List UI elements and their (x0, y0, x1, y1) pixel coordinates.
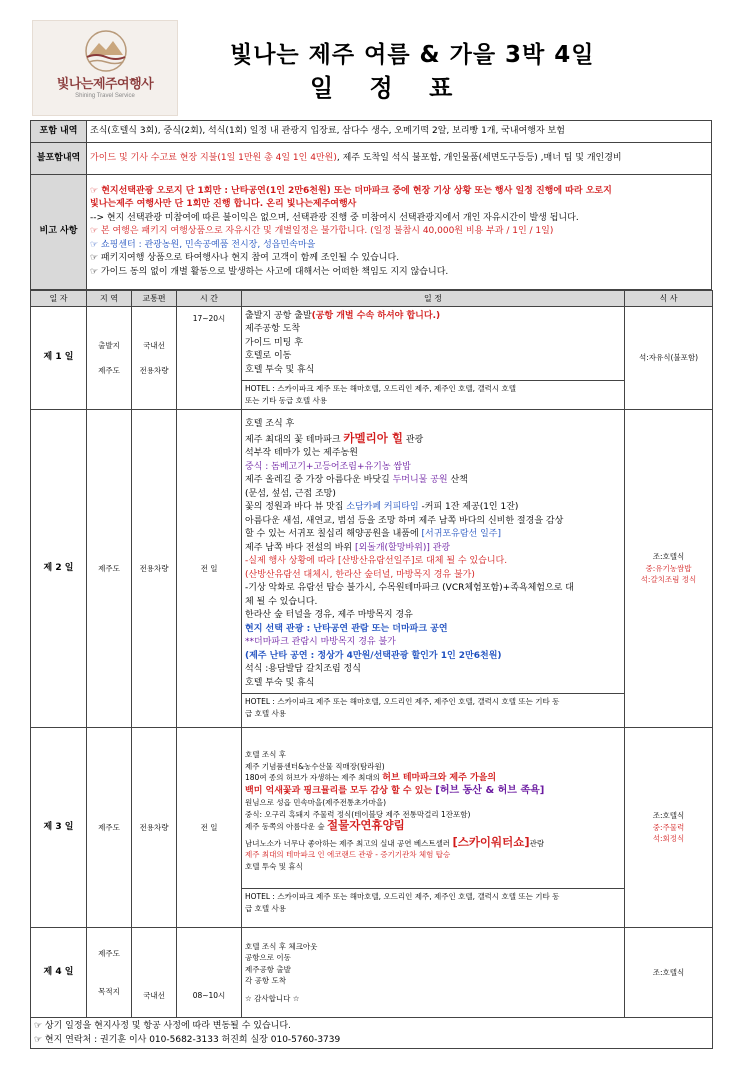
meal-text: 중:주물럭 (652, 822, 685, 832)
header-day: 일 자 (31, 291, 87, 307)
day4-row (31, 928, 713, 1018)
schedule-highlight: [산방산유람선일주] (337, 556, 415, 566)
day3-time: 전 일 (177, 728, 242, 928)
schedule-line: ☆ 감사합니다 ☆ (245, 993, 300, 1003)
document-subtitle: 일 정 표 (310, 74, 467, 102)
schedule-text: 제주 동쪽의 아름다운 숲 (245, 822, 327, 831)
include-row (31, 121, 712, 143)
schedule-line: 제주 기념품센터&농수산물 직매장(탐라원) (245, 761, 385, 771)
day3-label: 제 3 일 (31, 728, 87, 928)
schedule-highlight: 두머니물 공원 (392, 475, 448, 485)
day4-label: 제 4 일 (31, 928, 87, 1018)
header-transport: 교통편 (132, 291, 177, 307)
region-text: 제주도 (98, 366, 120, 375)
logo-name: 빛나는제주여행사 (56, 77, 154, 92)
schedule-line: 호텔 조식 후 (245, 419, 295, 429)
day2-label: 제 2 일 (31, 410, 87, 728)
schedule-line (245, 772, 621, 785)
itinerary-document (30, 20, 712, 1049)
schedule-text: 180여 종의 허브가 자생하는 제주 최대의 (245, 773, 383, 782)
schedule-line: 석식 :용담발담 갈치조림 정식 (245, 664, 361, 674)
schedule-line: 제주공항 출발 (245, 964, 291, 974)
day4-transport: 국내선 (132, 928, 177, 1018)
schedule-text: 꽃의 정원과 바다 뷰 맛집 (245, 502, 347, 512)
schedule-highlight: [스카이워터쇼] (452, 834, 530, 849)
transport-text: 국내선 (143, 340, 165, 350)
schedule-text: -커피 1잔 제공(1인 1잔) (418, 502, 519, 512)
day2-schedule (242, 410, 625, 728)
schedule-text: 할 수 있는 서귀포 칠십리 해양공원을 내품에 (245, 529, 422, 539)
day1-transport (132, 307, 177, 410)
schedule-line: 호텔 투숙 및 휴식 (245, 364, 315, 375)
day2-row (31, 410, 713, 728)
footer-line: ☞ 현지 연락처 : 권기훈 이사 010-5682-3133 허진희 실장 010-5760-3739 (34, 1035, 341, 1045)
schedule-line: 중식: 오구리 흑돼지 주물럭 정식(테이블당 제주 전통막걸리 1잔포함) (245, 809, 471, 819)
schedule-line: 각 공항 도착 (245, 976, 286, 986)
note-line: ☞ 현지선택관광 오로지 단 1회만 : 난타공연(1인 2만6천원) 또는 더마파크 중에 현장 기상 상황 또는 행사 일정 진행에 따라 오로지 (90, 185, 612, 196)
day4-meal: 조:호텔식 (625, 928, 713, 1018)
day1-schedule (242, 307, 625, 410)
hotel-text: 급 호텔 사용 (245, 903, 286, 913)
schedule-highlight: [외돌개(할망바위)] 관광 (354, 542, 451, 553)
day3-schedule (242, 728, 625, 928)
company-logo (32, 20, 178, 116)
schedule-line (245, 785, 621, 798)
note-line: 빛나는제주 여행사만 단 1회만 진행 합니다. 온리 빛나는제주여행사 (90, 199, 357, 210)
day3-region: 제주도 (87, 728, 132, 928)
schedule-line (245, 528, 621, 542)
schedule-line: 호텔 조식 후 체크아웃 (245, 941, 318, 951)
day2-region: 제주도 (87, 410, 132, 728)
schedule-highlight: 절물자연휴양림 (327, 818, 405, 832)
schedule-highlight: 허브 테마파크와 제주 가을의 (382, 773, 497, 783)
schedule-line: -기상 악화로 유람선 탑승 불가시, 수목원테마파크 (VCR체험포함)+족욕체험으로 대 (245, 583, 574, 593)
schedule-line (245, 542, 621, 556)
header-region: 지 역 (87, 291, 132, 307)
schedule-line: 호텔로 이동 (245, 351, 292, 362)
note-label: 비고 사항 (31, 175, 87, 290)
hotel-text: HOTEL : 스카이파크 제주 또는 해마호텔, 오드리인 제주, 제주인 호텔, 갤럭시 호텔 (245, 384, 517, 394)
day1-time: 17~20시 (177, 307, 242, 410)
day1-label: 제 1 일 (31, 307, 87, 410)
mountain-wave-logo-icon (79, 29, 133, 73)
schedule-header-row (31, 291, 713, 307)
day4-schedule (242, 928, 625, 1018)
header-time: 시 간 (177, 291, 242, 307)
schedule-line: (제주 난타 공연 : 정상가 4만원/선택관광 할인가 1인 2만6천원) (245, 650, 502, 661)
day2-meal (625, 410, 713, 728)
day3-meal (625, 728, 713, 928)
schedule-table (30, 290, 713, 1049)
header-schedule: 일 정 (242, 291, 625, 307)
hotel-text: 급 호텔 사용 (245, 708, 286, 718)
schedule-text: 제주 올레길 중 가장 아름다운 바닷길 (245, 475, 393, 485)
schedule-highlight: 돔베고기+고등어조림+유기농 쌈밥 (271, 461, 411, 472)
header-meal: 식 사 (625, 291, 713, 307)
meal-text: 석:회정식 (652, 834, 685, 844)
schedule-highlight: 소담카페 커피타임 (346, 502, 419, 512)
schedule-text: 로 대체 될 수 있습니다. (414, 556, 508, 566)
schedule-line: (문섬, 섶섬, 근접 조망) (245, 488, 336, 499)
note-line: --> 현지 선택관광 미참여에 따른 불이익은 없으며, 선택관광 진행 중 미참여시 선택관광지에서 개인 자유시간이 발생 됩니다. (90, 212, 579, 223)
schedule-text: 관광 (402, 434, 424, 445)
schedule-highlight: [서귀포유람선 일주] (421, 529, 501, 539)
transport-text: 전용차량 (139, 366, 169, 375)
note-line: ☞ 가이드 동의 없이 개별 활동으로 발생하는 사고에 대해서는 어떠한 책임도 지지 않습니다. (90, 266, 449, 277)
schedule-line: 체 될 수 있습니다. (245, 596, 318, 607)
day2-time: 전 일 (177, 410, 242, 728)
footer-notes (31, 1018, 713, 1049)
schedule-line: 호텔 조식 후 (245, 750, 286, 759)
schedule-line: **더마파크 관람시 마방목지 경유 불가 (245, 637, 396, 647)
footer-row (31, 1018, 713, 1049)
day4-region (87, 928, 132, 1018)
exclude-text (87, 143, 712, 175)
schedule-text: 남녀노소가 너무나 좋아하는 제주 최고의 실내 공연 베스트셀러 (245, 838, 453, 848)
meal-text: 중:유기농쌈밥 (645, 563, 692, 573)
hotel-text: 또는 기타 동급 호텔 사용 (245, 395, 327, 405)
note-row (31, 175, 712, 290)
footer-line: ☞ 상기 일정을 현지사정 및 항공 사정에 따라 변동될 수 있습니다. (34, 1021, 291, 1031)
schedule-line: 한라산 숲 터널을 경유, 제주 마방목지 경유 (245, 610, 413, 620)
hotel-text: HOTEL : 스카이파크 제주 또는 해마호텔, 오드리인 제주, 제주인 호텔, 갤럭시 호텔 또는 기타 동 (245, 697, 560, 706)
exclude-label: 불포함내역 (31, 143, 87, 175)
exclude-row (31, 143, 712, 175)
schedule-line: 호텔 투숙 및 휴식 (245, 861, 303, 871)
schedule-line: 석부작 테마가 있는 제주농원 (245, 448, 358, 458)
schedule-line: 공항으로 이동 (245, 953, 291, 963)
schedule-text: 관람 (529, 838, 545, 848)
schedule-line: 가이드 미팅 후 (245, 337, 303, 348)
meal-text: 석:갈치조림 정식 (640, 575, 697, 585)
schedule-line: 아름다운 새섬, 새연교, 범섬 등을 조망 하며 제주 남쪽 바다의 신비한 절경을 감상 (245, 515, 564, 526)
schedule-line (245, 501, 621, 515)
schedule-line (245, 474, 621, 488)
day1-region (87, 307, 132, 410)
schedule-line (245, 834, 621, 850)
day3-hotel (242, 888, 624, 914)
schedule-highlight: [허브 동산 & 허브 족욕] (435, 784, 545, 796)
schedule-text: -실제 행사 상황에 따라 (245, 556, 338, 566)
schedule-text: 제주 남쪽 바다 전설의 바위 (245, 542, 355, 553)
meal-text: 조:호텔식 (652, 552, 685, 562)
day3-transport: 전용차량 (132, 728, 177, 928)
header (30, 20, 712, 120)
schedule-line: 제주공항 도착 (245, 324, 301, 335)
logo-subtitle: Shining Travel Service (75, 93, 135, 99)
schedule-highlight: 카멜리아 힐 (343, 430, 403, 445)
document-title: 빛나는 제주 여름 & 가을 3박 4일 (230, 42, 595, 68)
schedule-highlight: (공항 개별 수속 하셔야 합니다.) (311, 310, 441, 321)
include-label: 포함 내역 (31, 121, 87, 143)
schedule-text: 중식 : (245, 461, 272, 472)
day1-meal: 석:자유식(불포함) (625, 307, 713, 410)
schedule-line (245, 310, 621, 324)
schedule-text: 제주 최대의 꽃 테마파크 (245, 434, 344, 445)
schedule-line: 호텔 투숙 및 휴식 (245, 677, 315, 688)
note-line: ☞ 패키지여행 상품으로 타여행사나 현지 참여 고객이 함께 조인될 수 있습니다. (90, 253, 400, 264)
region-text: 제주도 (98, 949, 120, 958)
day3-row (31, 728, 713, 928)
exclude-rest-text: , 제주 도착일 석식 불포함, 개인물품(세면도구등등) ,매너 팁 및 개인경비 (336, 152, 622, 163)
notes (87, 175, 712, 290)
schedule-line: 원님으로 성읍 민속마을(제주전통초가마을) (245, 798, 387, 807)
schedule-text: 백미 억새꽃과 핑크뮬리를 모두 감상 할 수 있는 (245, 785, 436, 796)
schedule-line (245, 432, 621, 448)
meal-text: 조:호텔식 (652, 811, 685, 821)
schedule-line: 현지 선택 관광 : 난타공연 관람 또는 더마파크 공연 (245, 623, 448, 634)
day4-time: 08~10시 (177, 928, 242, 1018)
schedule-line: 제주 최대의 테마파크 인 에코랜드 관광 - 증기기관차 체험 탑승 (245, 850, 451, 859)
region-text: 출발지 (98, 340, 120, 350)
note-line: ☞ 본 여행은 패키지 여행상품으로 자유시간 및 개별일정은 불가합니다. (일정 불참시 40,000원 비용 부과 / 1인 / 1일) (90, 226, 554, 237)
day1-row (31, 307, 713, 410)
note-line: ☞ 쇼핑센터 : 관광농원, 민속공예품 전시장, 성읍민속마을 (90, 239, 316, 250)
exclude-red-text: 가이드 및 기사 수고료 현장 지불(1일 1만원 총 4일 1인 4만원) (90, 152, 337, 163)
hotel-text: HOTEL : 스카이파크 제주 또는 해마호텔, 오드리인 제주, 제주인 호텔, 갤럭시 호텔 또는 기타 동 (245, 892, 560, 901)
schedule-text: 산책 (447, 475, 468, 485)
info-table (30, 120, 712, 290)
schedule-line (245, 820, 621, 833)
schedule-line: (산방산유람선 대체시, 한라산 숲터널, 마방목지 경유 불가) (245, 569, 475, 580)
include-text: 조식(호텔식 3회), 중식(2회), 석식(1회) 일정 내 관광지 입장료, 삼다수 생수, 오메기떡 2알, 보리빵 1개, 국내여행자 보험 (87, 121, 712, 143)
schedule-line (245, 555, 621, 569)
region-text: 목적지 (98, 986, 120, 996)
day2-hotel (242, 693, 624, 719)
schedule-text: 출발지 공항 출발 (245, 310, 312, 321)
schedule-line (245, 461, 621, 475)
day1-hotel (242, 380, 624, 406)
day2-transport: 전용차량 (132, 410, 177, 728)
